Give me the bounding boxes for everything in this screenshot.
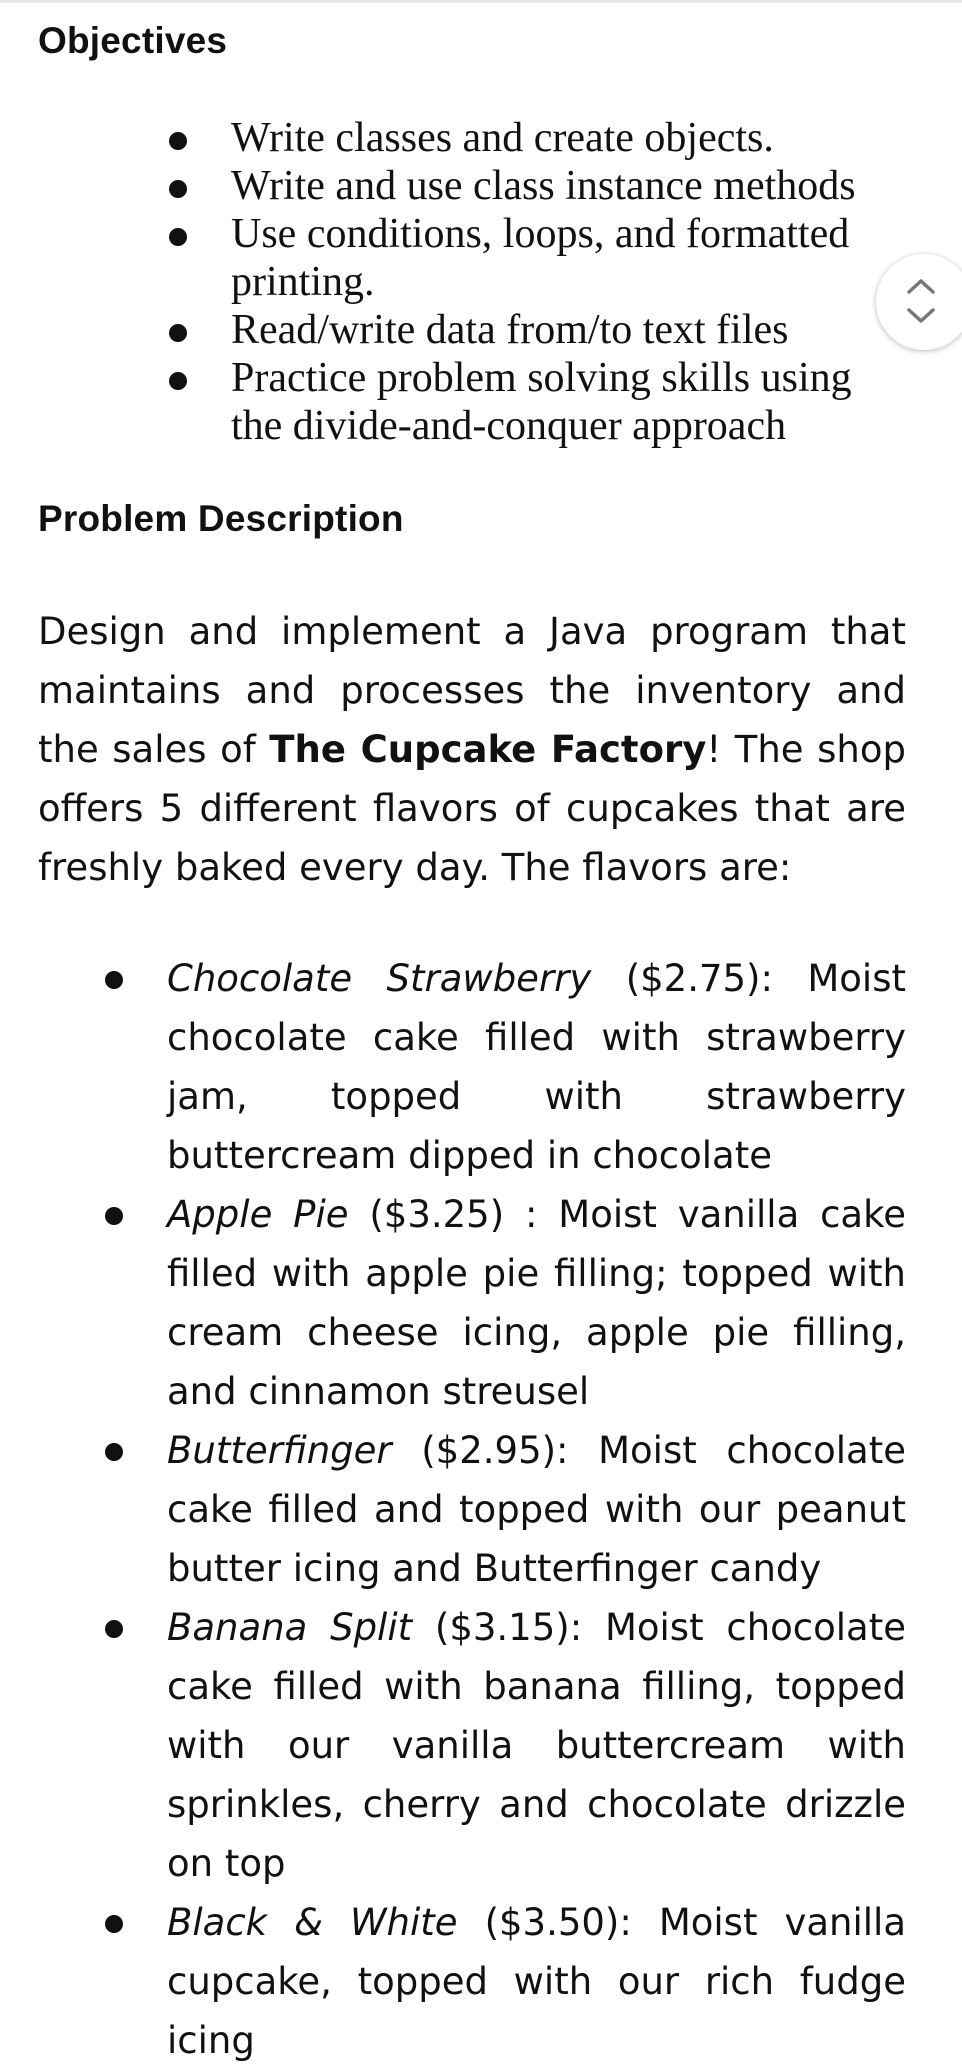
top-divider — [0, 0, 962, 3]
objective-item — [38, 210, 868, 306]
flavor-description: ($3.50): Moist vanilla cupcake, topped with our rich fudge icing — [167, 1901, 906, 2062]
flavor-description: ($3.15): Moist chocolate cake filled with banana filling, topped with our vanilla buttercream with sprinkles, cherry and chocolate drizzle on top — [167, 1606, 906, 1885]
objectives-list — [38, 114, 868, 450]
intro-text-after: ! The shop offers 5 different flavors of cupcakes that are freshly baked every day. The flavors are: — [38, 728, 906, 889]
objective-item — [38, 354, 868, 450]
objective-text: Write classes and create objects. — [231, 115, 774, 161]
flavor-item — [38, 1598, 906, 1893]
bullet-icon — [105, 1443, 123, 1461]
bullet-icon — [169, 132, 187, 150]
objective-text: Write and use class instance methods — [231, 163, 856, 209]
flavor-name: Chocolate Strawberry — [167, 957, 592, 1000]
flavor-description: ($2.75): Moist chocolate cake filled with strawberry jam, topped with strawberry buttercream dipped in chocolate — [167, 957, 906, 1177]
page-scroll-navigator[interactable] — [876, 254, 962, 350]
problem-intro-paragraph — [38, 602, 906, 897]
objective-text: Read/write data from/to text files — [231, 307, 789, 353]
flavor-item — [38, 1185, 906, 1421]
objective-text: Use conditions, loops, and formatted printing. — [231, 211, 850, 305]
bullet-icon — [105, 1207, 123, 1225]
flavor-name: Butterfinger — [167, 1429, 392, 1472]
objective-item — [38, 114, 868, 162]
flavor-description: ($2.95): Moist chocolate cake filled and topped with our peanut butter icing and Butterfinger candy — [167, 1429, 906, 1590]
objective-text: Practice problem solving skills using the divide-and-conquer approach — [231, 355, 852, 449]
bullet-icon — [105, 1620, 123, 1638]
flavor-item — [38, 949, 906, 1185]
chevron-up-icon[interactable] — [906, 276, 936, 296]
bullet-icon — [105, 971, 123, 989]
objective-item — [38, 306, 868, 354]
bullet-icon — [169, 180, 187, 198]
bullet-icon — [169, 372, 187, 390]
flavor-name: Black & White — [167, 1901, 458, 1944]
bullet-icon — [169, 228, 187, 246]
problem-description-heading: Problem Description — [38, 498, 404, 539]
intro-text-before: Design and implement a Java program that maintains and processes the inventory and the sales of — [38, 610, 906, 771]
flavor-description: ($3.25) : Moist vanilla cake filled with apple pie filling; topped with cream cheese icing, apple pie filling, and cinnamon streusel — [167, 1193, 906, 1413]
shop-name: The Cupcake Factory — [269, 728, 707, 771]
objectives-heading: Objectives — [38, 20, 228, 61]
flavor-item — [38, 1421, 906, 1598]
flavor-name: Apple Pie — [167, 1193, 349, 1236]
objective-item — [38, 162, 868, 210]
flavor-name: Banana Split — [167, 1606, 413, 1649]
bullet-icon — [169, 324, 187, 342]
flavors-list — [38, 949, 906, 2070]
bullet-icon — [105, 1915, 123, 1933]
chevron-down-icon[interactable] — [906, 306, 936, 326]
